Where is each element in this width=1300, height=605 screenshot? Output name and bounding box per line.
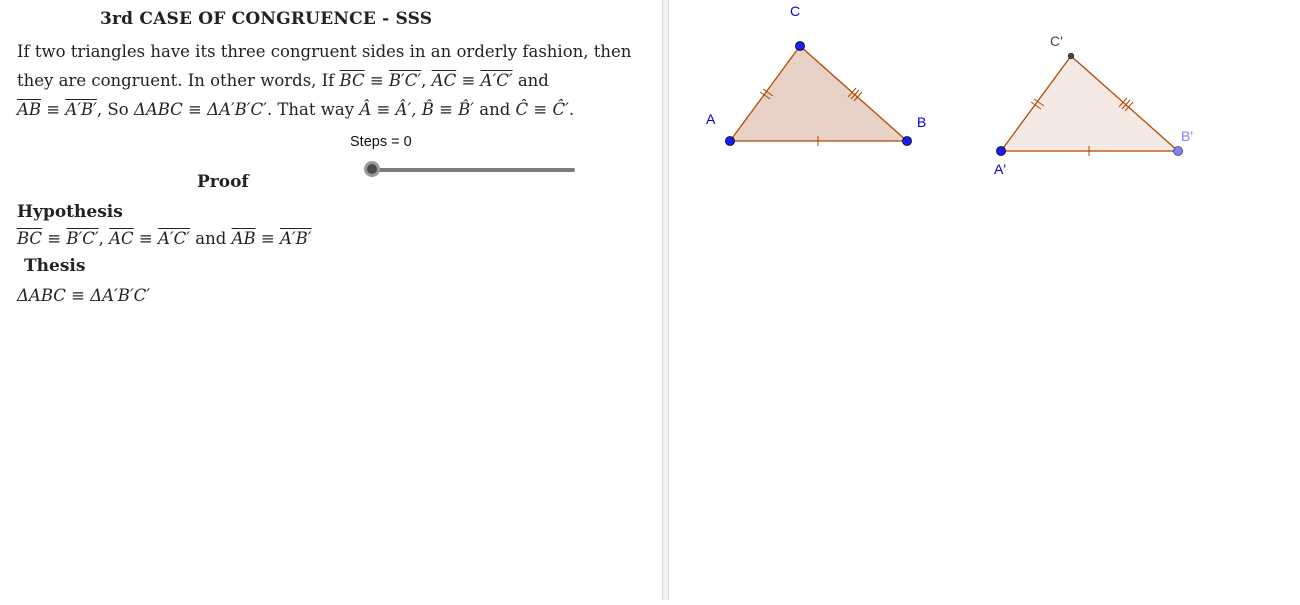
angle-c-congruence: Ĉ ≡ Ĉ′ xyxy=(515,100,569,119)
graphics-pane[interactable] xyxy=(669,0,1300,600)
steps-label: Steps = 0 xyxy=(350,134,412,150)
congruent-symbol: ≡ xyxy=(456,71,481,90)
and-text: and xyxy=(190,229,232,248)
segment-ac-prime: A′C′ xyxy=(480,71,513,90)
statement-text: they are congruent. In other words, If xyxy=(17,71,340,90)
label-b-prime: B' xyxy=(1181,128,1194,144)
statement-line-1: If two triangles have its three congruent sides in an orderly fashion, then xyxy=(17,42,632,61)
congruent-symbol: ≡ xyxy=(364,71,389,90)
label-a: A xyxy=(706,111,716,127)
congruent-symbol: ≡ xyxy=(133,229,159,248)
segment-ab: $\overline{AB}$ xyxy=(231,229,256,248)
steps-slider-track[interactable] xyxy=(372,168,575,172)
segment-ab: $\overline{AB}$ xyxy=(17,100,42,119)
segment-ac-prime: A′C′ xyxy=(158,229,191,248)
proof-heading: Proof xyxy=(197,172,249,192)
comma: , xyxy=(98,229,110,248)
segment-ac: $\overline{AC}$ xyxy=(431,71,457,90)
triangle-congruence: ΔABC ≡ ΔA′B′C′ xyxy=(133,100,267,119)
point-b[interactable] xyxy=(903,137,912,146)
segment-ab-prime: A′B′ xyxy=(65,100,97,119)
segment-bc: $\overline{BC}$ xyxy=(339,71,365,90)
thesis-statement: ΔABC ≡ ΔA′B′C′ xyxy=(17,286,151,305)
triangle-abc-prime[interactable] xyxy=(1001,56,1178,151)
point-b-prime[interactable] xyxy=(1174,147,1183,156)
point-c[interactable] xyxy=(796,42,805,51)
geometry-canvas[interactable] xyxy=(669,0,1300,600)
segment-ac: $\overline{AC}$ xyxy=(109,229,134,248)
that-way-text: . That way xyxy=(266,100,360,119)
pane-divider[interactable] xyxy=(662,0,669,600)
segment-bc-prime: B′C′ xyxy=(388,71,422,90)
segment-ab-prime: A′B′ xyxy=(279,229,312,248)
and-text: and xyxy=(474,100,516,119)
steps-slider-handle[interactable] xyxy=(364,161,380,177)
statement-line-2 xyxy=(17,71,549,90)
point-a[interactable] xyxy=(726,137,735,146)
period: . xyxy=(568,100,575,119)
triangle-abc[interactable] xyxy=(730,46,907,141)
label-a-prime: A' xyxy=(994,161,1007,177)
angle-congruences: Â ≡ Â′, B̂ ≡ B̂′ xyxy=(359,100,475,119)
and-text: and xyxy=(512,71,549,90)
comma: , xyxy=(421,71,432,90)
label-c-prime: C' xyxy=(1050,33,1063,49)
congruent-symbol: ≡ xyxy=(41,100,66,119)
page-title: 3rd CASE OF CONGRUENCE - SSS xyxy=(100,9,433,29)
segment-bc-prime: B′C′ xyxy=(66,229,99,248)
congruent-symbol: ≡ xyxy=(255,229,280,248)
point-c-prime[interactable] xyxy=(1068,53,1074,59)
point-a-prime[interactable] xyxy=(997,147,1006,156)
label-b: B xyxy=(917,114,927,130)
congruent-symbol: ≡ xyxy=(42,229,67,248)
label-c: C xyxy=(790,3,801,19)
so-text: , So xyxy=(96,100,134,119)
hypothesis-heading: Hypothesis xyxy=(17,202,123,222)
thesis-heading: Thesis xyxy=(24,256,86,276)
segment-bc: $\overline{BC}$ xyxy=(17,229,43,248)
statement-line-3 xyxy=(17,100,574,119)
hypothesis-statement xyxy=(17,229,312,248)
